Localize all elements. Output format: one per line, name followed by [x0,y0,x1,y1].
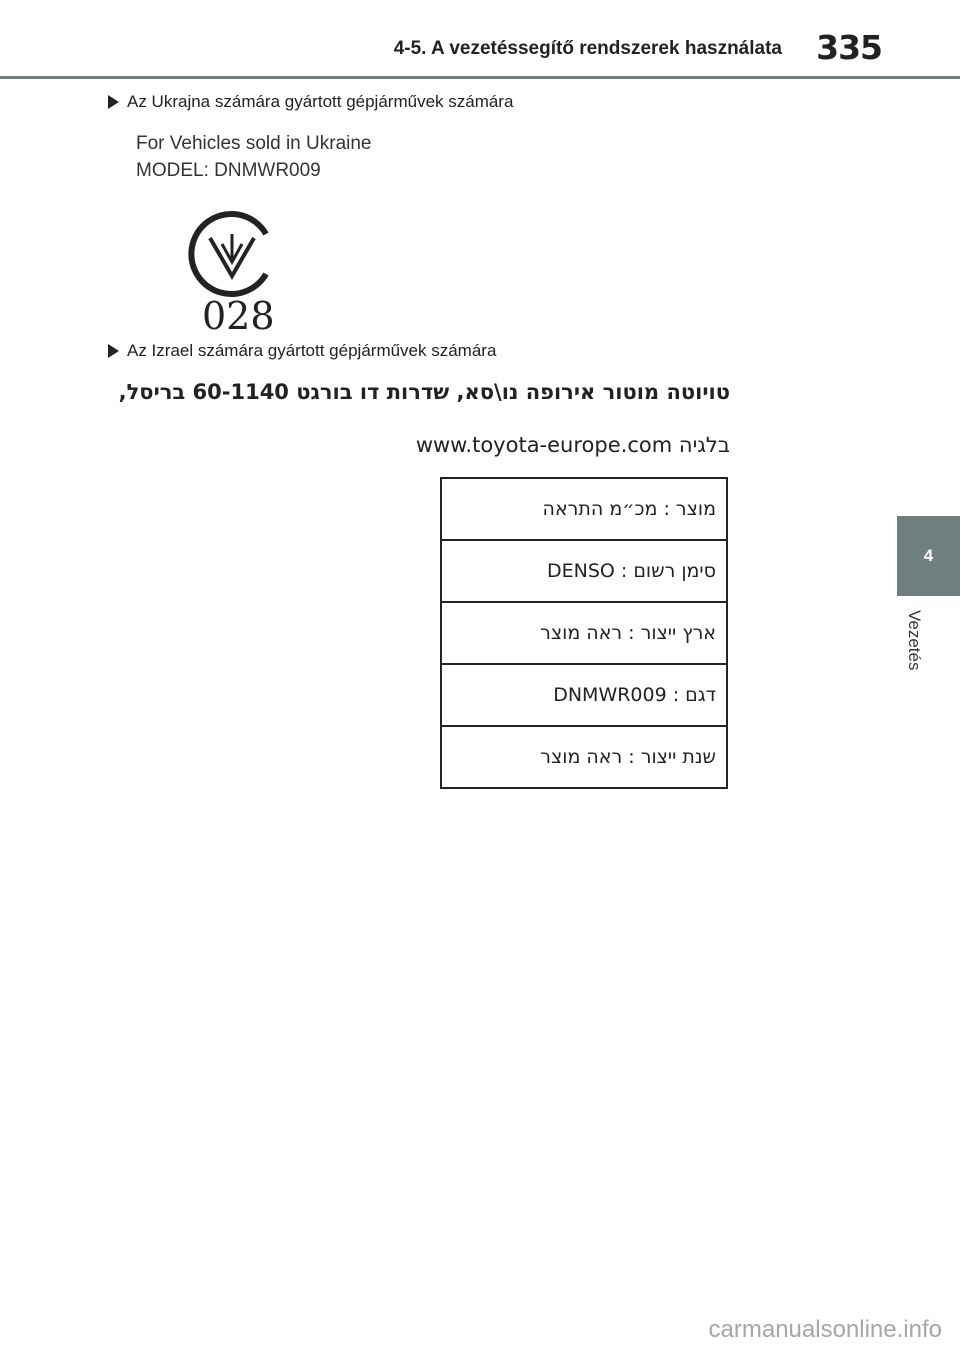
bullet-triangle-icon [108,95,119,109]
certification-mark-number: 028 [202,294,275,338]
table-row [441,602,727,664]
table-cell: דגם : DNMWR009 [441,664,727,726]
page-number: 335 [816,28,882,67]
chapter-tab [897,516,960,596]
section-title: 4-5. A vezetéssegítő rendszerek használata [393,38,782,59]
table-row [441,540,727,602]
table-cell: מוצר : מכ״מ התראה [441,478,727,540]
israel-heading-text: Az Izrael számára gyártott gépjárművek számára [127,341,497,360]
table-row [441,726,727,788]
ukraine-heading [108,92,513,112]
table-cell: שנת ייצור : ראה מוצר [441,726,727,788]
table-cell: סימן רשום : DENSO [441,540,727,602]
footer-watermark: carmanualsonline.info [708,1316,942,1343]
table-cell: ארץ ייצור : ראה מוצר [441,602,727,664]
israel-importer-address: טויוטה מוטור אירופה נו\סא, שדרות דו בורגט 60-1140 בריסל, [118,380,730,404]
israel-importer-website: בלגיה www.toyota-europe.com [415,433,730,457]
ukraine-label-line1: For Vehicles sold in Ukraine [136,133,372,154]
israel-heading [108,341,496,361]
chapter-label: Vezetés [905,610,924,671]
header-divider [0,76,960,79]
ukraine-heading-text: Az Ukrajna számára gyártott gépjárművek számára [127,92,514,111]
chapter-label-container [900,610,928,690]
table-row [441,478,727,540]
chapter-number: 4 [923,546,934,565]
ukraine-label [136,130,372,184]
bullet-triangle-icon [108,344,119,358]
israel-product-label-table [440,477,728,789]
ukraine-label-line2: MODEL: DNMWR009 [136,160,321,181]
table-row [441,664,727,726]
